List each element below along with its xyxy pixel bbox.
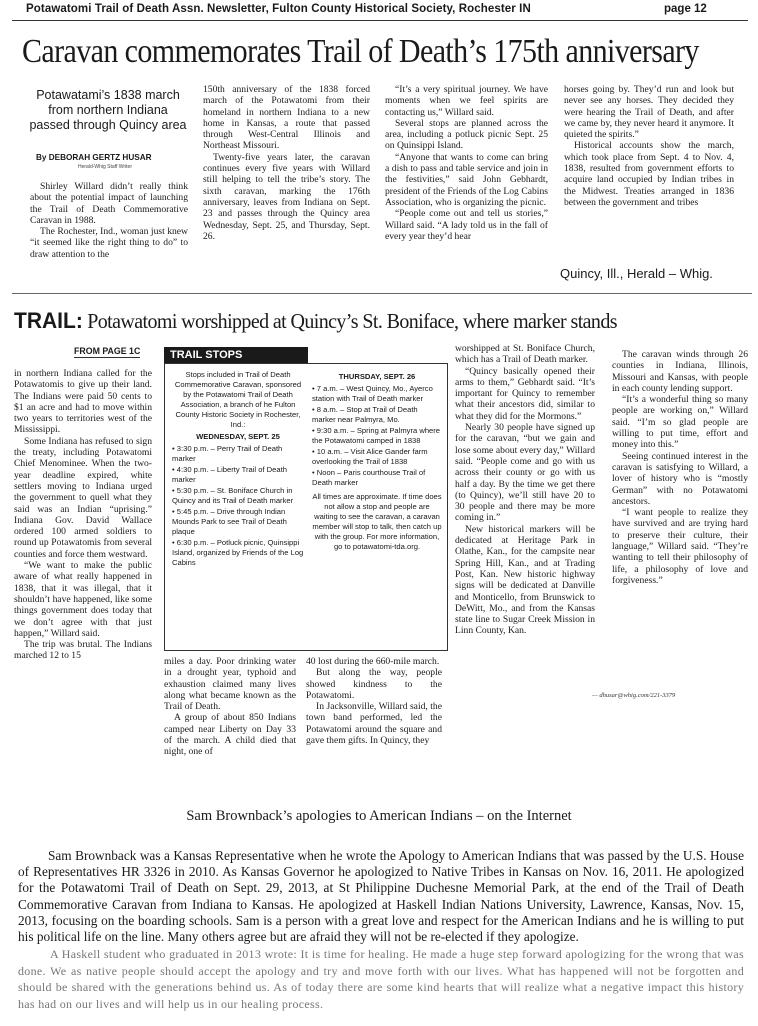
article2-col2 [164, 656, 296, 758]
article1-byline: By DEBORAH GERTZ HUSAR [36, 153, 152, 162]
stop-item: • Noon – Paris courthouse Trail of Death marker [312, 468, 426, 487]
paragraph: Historical accounts show the march, which took place from Sept. 4 to Nov. 4, 1838, resulted from government efforts to acquire land occupied by Indian tribes in the Midwest. Treaties arranged in 1836 between the government and tribes [564, 140, 734, 208]
trail-stops-note: All times are approximate. If time does not allow a stop and people are waiting to see the caravan, a caravan member will stop to talk, then catch up with the group. For more information, go to potawatomi-tda.org. [312, 492, 442, 551]
section-divider [12, 293, 752, 294]
trail-stops-col2 [312, 370, 442, 553]
paragraph: New historical markers will be dedicated at Heritage Park in Olathe, Kan., for the campsite near Spring Hill, Kan., and at Trading Post, Kan. New historic highway signs will be dedicated at Danville and Monticello, from Brunswick to DeWitt, Mo., and from the Kansas state line to Sugar Creek Mission in Linn County, Kan. [455, 523, 595, 637]
article2-credit: — dhusar@whig.com/221-3379 [592, 692, 676, 699]
from-page-label: FROM PAGE 1C [74, 346, 141, 356]
headline-rest: Potawatomi worshipped at Quincy’s St. Boniface, where marker stands [87, 310, 617, 334]
article2-col3 [306, 656, 442, 746]
article1-col4 [564, 84, 734, 208]
article3-body [18, 848, 744, 945]
paragraph: Seeing continued interest in the caravan is satisfying to Willard, a lover of history who is “mostly German” with no Potawatomi ancestors. [612, 450, 748, 507]
paragraph: “It’s a wonderful thing so many people are working on,” Willard said. “I’m so glad people are willing to put time, effort and money into this.” [612, 394, 748, 451]
header-divider [12, 20, 748, 21]
paragraph: “I want people to realize they have survived and are trying hard to preserve their culture, their language,” Willard said. “They’re wanting to tell their philosophy of life, a philosophy of love and forgiveness.” [612, 507, 748, 586]
stop-item: • 5:30 p.m. – St. Boniface Church in Quincy and its Trail of Death marker [172, 486, 294, 505]
paragraph: Shirley Willard didn’t really think about the potential impact of launching the Trail of Death Commemorative Caravan in 1988. [30, 181, 188, 226]
paragraph: in northern Indiana called for the Potawatomis to give up their land. The Indians were paid 50 cents to $1 an acre and had to move within two years to territories west of the Mississippi. [14, 368, 152, 436]
paragraph: “People come out and tell us stories,” Willard said. “A lady told us in the fall of every year they’d hear [385, 208, 548, 242]
paragraph: Sam Brownback was a Kansas Representative when he wrote the Apology to American Indians that was passed by the U.S. House of Representatives HR 3326 in 2010. As Kansas Governor he apologized to Native Tribes in Kansas on Nov. 16, 2011. He apologized for the Potawatomi Trail of Death on Sept. 29, 2013, at St Philippine Duchesne Memorial Park, at the end of the Trail of Death Commemorative Caravan from Indiana to Kansas. He apologized at Haskell Indian Nations University, Lawrence, Kansas, Nov. 15, 2013, focusing on the boarding schools. Sam is a person with a great love and respect for the American Indians and he is willing to put his political life on the line. Many others agree but are afraid they will not be re-elected if they apologize. [18, 848, 744, 945]
paragraph: Some Indiana has refused to sign the treaty, including Potawatomi Chief Menominee. When the two-year deadline expired, white settlers moving to Indiana urged the government to quell what they said was an Indian “uprising.” Indiana Gov. David Wallace ordered 100 armed soldiers to round up Potawatomis from several counties and force them westward. [14, 435, 152, 560]
paragraph: In Jacksonville, Willard said, the town band performed, led the Potawatomi around the square and gave them gifts. In Quincy, they [306, 701, 442, 747]
paragraph: 40 lost during the 660-mile march. [306, 656, 440, 667]
headline-lead: TRAIL: [14, 308, 83, 334]
stop-item: • 4:30 p.m. – Liberty Trail of Death marker [172, 465, 287, 484]
paragraph: horses going by. They’d run and look but never see any horses. They decided they were hearing the Trail of Death, and after we came by, they never heard it anymore. It quieted the spirits.” [564, 84, 734, 141]
stop-item: • 3:30 p.m. – Perry Trail of Death marker [172, 444, 283, 463]
paragraph: “We want to make the public aware of what really happened in 1838, that it was illegal, that it shouldn’t have happened, like some things government does today that we don’t agree with that just happen,” Willard said. [14, 560, 152, 639]
paragraph: worshipped at St. Boniface Church, which has a Trail of Death marker. [455, 343, 595, 366]
stop-item: • 10 a.m. – Visit Alice Gander farm overlooking the Trail of 1838 [312, 447, 428, 466]
paragraph: The caravan winds through 26 counties in Indiana, Illinois, Missouri and Kansas, with people in each county lending support. [612, 349, 748, 394]
paragraph: A group of about 850 Indians camped near Liberty on Day 33 of the march. A child died that night, one of [164, 712, 296, 758]
paragraph: Several stops are planned across the area, including a potluck picnic Sept. 25 on Quinsippi Island. [385, 117, 548, 152]
article1-subhead: Potawatami’s 1838 march from northern Indiana passed through Quincy area [29, 88, 187, 132]
article1-col3 [385, 84, 548, 242]
paragraph: The trip was brutal. The Indians marched 12 to 15 [14, 639, 152, 662]
article1-col1 [30, 181, 188, 260]
trail-stops-day1: WEDNESDAY, SEPT. 25 [196, 432, 280, 441]
trail-stops-intro: Stops included in Trail of Death Commemorative Caravan, sponsored by the Potawatomi Trail of Death Association, a branch of he Fulton County Historic Society in Rochester, Ind.: [174, 370, 302, 429]
trail-stops-day2: THURSDAY, SEPT. 26 [338, 372, 416, 381]
article1-headline: Caravan commemorates Trail of Death’s 175th anniversary [22, 32, 699, 70]
paragraph: “Anyone that wants to come can bring a dish to pass and table service and join in the festivities,” said John Gebhardt, president of the Friends of the Log Cabins Association, who is organizing the picnic. [385, 151, 548, 208]
paragraph: But along the way, people showed kindness to the Potawatomi. [306, 667, 442, 701]
paragraph: The Rochester, Ind., woman just knew “it seemed like the right thing to do” to draw attention to the [30, 226, 188, 260]
stop-item: • 9:30 a.m. – Spring at Palmyra where the Potawatomi camped in 1838 [312, 426, 441, 445]
page-number: page 12 [664, 3, 707, 15]
paragraph: A Haskell student who graduated in 2013 wrote: It is time for healing. He made a huge step forward apologizing for the wrong that was done. We as native people should accept the apology and try and move forth with our lives. What has happened will not be forgotten and should be shared with the generations behind us. As of today there are some kind hearts that will realize what a negative impact this history has had on our lives and will help us in our healing process. [18, 947, 744, 1011]
article2-col1 [14, 368, 152, 662]
stop-item: • 5:45 p.m. – Drive through Indian Mounds Park to see Trail of Death plaque [172, 507, 287, 536]
article3-headline: Sam Brownback’s apologies to American Indians – on the Internet [186, 808, 572, 824]
article1-byline-role: Herald-Whig Staff Writer [78, 164, 132, 170]
article2-col4 [455, 343, 595, 637]
paragraph: 150th anniversary of the 1838 forced march of the Potawatomi from their homeland in northern Indiana to a new home in Kansas, a route that passed through West-Central Illinois and Northeast Missouri. [203, 84, 370, 152]
stop-item: • 7 a.m. – West Quincy, Mo., Ayerco station with Trail of Death marker [312, 384, 433, 403]
paragraph: Nearly 30 people have signed up for the caravan, “but we gain and lose some about every day,” Willard said. “People come and go with us across their county or go with us half a day. By the time we get there (to Quincy), we’ll still have 20 to 30 people and there may be more coming in.” [455, 422, 595, 524]
student-quote [18, 946, 744, 1012]
paragraph: “It’s a very spiritual journey. We have moments when we feel spirits are contacting us,” Willard said. [385, 84, 548, 118]
stop-item: • 6:30 p.m. – Potluck picnic, Quinsippi Island, organized by Friends of the Log Cabins [172, 538, 304, 567]
article2-headline [14, 308, 617, 334]
stop-item: • 8 a.m. – Stop at Trail of Death marker near Palmyra, Mo. [312, 405, 418, 424]
paragraph: Twenty-five years later, the caravan continues every five years with Willard still helping to tell the tribe’s story. The sixth caravan, marking the 176th anniversary, leaves from Indiana on Sept. 23 and passes through the Quincy area Wednesday, Sept. 25, and Thursday, Sept. 26. [203, 151, 370, 242]
article1-source: Quincy, Ill., Herald – Whig. [560, 266, 713, 281]
article2-col5 [612, 349, 748, 586]
article1-col2 [203, 84, 370, 242]
paragraph: “Quincy basically opened their arms to them,” Gebhardt said. “It’s important for Quincy to remember what their ancestors did, similar to what they did for the Mormons.” [455, 365, 595, 422]
trail-stops-title: TRAIL STOPS [164, 347, 308, 363]
paragraph: miles a day. Poor drinking water in a drought year, typhoid and exhaustion claimed many lives along what became known as the Trail of Death. [164, 656, 296, 713]
trail-stops-col1 [172, 370, 304, 569]
newsletter-header: Potawatomi Trail of Death Assn. Newsletter, Fulton County Historical Society, Rochester IN [26, 3, 531, 15]
